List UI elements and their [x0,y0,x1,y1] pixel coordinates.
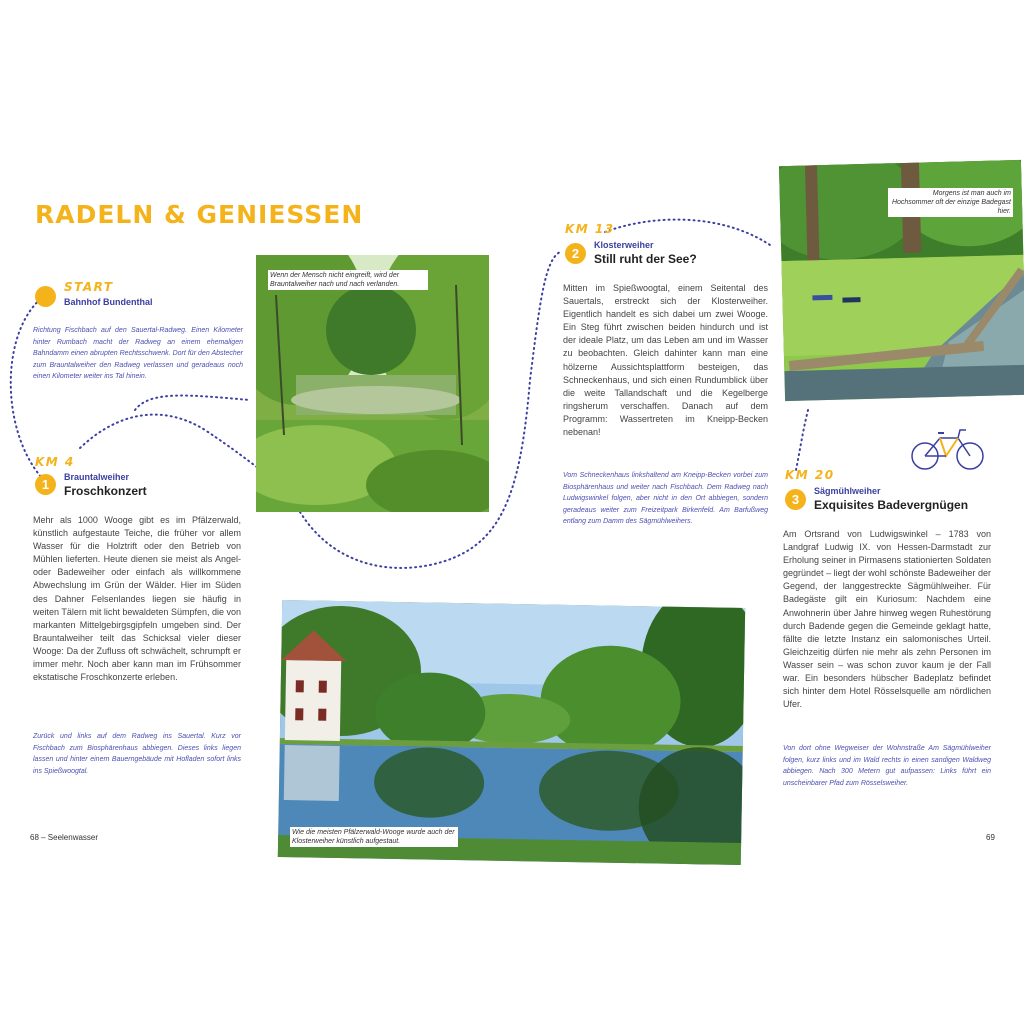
bicycle-icon [910,424,986,472]
photo1-caption: Wenn der Mensch nicht eingreift, wird der Brauntalweiher nach und nach verlanden. [268,270,428,290]
stop2-body: Mitten im Spießwoogtal, einem Seitental des Sauertals, erstreckt sich der Klosterweiher. Eigentlich handelt es sich dabei um zwei Wooge. Ein Steg führt zwischen beiden hindurch und ist der ideale Platz, um das Leben am und im Wasser zu beobachten. Gleich dahinter kann man eine hölzerne Aussichtsplattform besteigen, das Schneckenhaus, und sich einen Rundumblick über die weite Tallandschaft und die Kegelberge ringsherum verschaffen. Danach auf dem Programm: Wassertreten im Kneipp-Becken nebenan! [563,283,768,438]
stop1-body: Mehr als 1000 Wooge gibt es im Pfälzerwald, künstlich aufgestaute Teiche, die früher vor allem Wasser für die Holztrift oder den Betrieb von Mühlen lieferten. Heute dienen sie meist als Angel- oder Badeweiher oder einfach als willkommene Abwechslung im Grün der Wälder. Hier im Süden des Dahner Felsenlandes liegen sie häufig in weiten Tälern mit licht bewaldeten Sümpfen, die von markanten Mittelgebirgsgipfeln umgeben sind. Der Brauntalweiher teilt das Schicksal vieler dieser Wooge: Da der Zufluss oft schwächelt, schrumpft er immer mehr. Noch aber kann man im Frühsommer ekstatische Froschkonzerte erleben. [33,515,241,683]
stop2-heading: Still ruht der See? [594,252,697,266]
stop1-heading: Froschkonzert [64,484,147,498]
stop2-location: Klosterweiher [594,240,654,250]
stop2-number-badge: 2 [565,243,586,264]
page-title: RADELN & GENIESSEN [35,200,364,229]
photo-brauntalweiher [256,255,489,512]
start-km-label: START [64,280,114,294]
photo-klosterweiher [278,600,745,865]
stop3-heading: Exquisites Badevergnügen [814,498,969,512]
footer-right-page: 69 [986,833,995,842]
stop1-route-text: Zurück und links auf dem Radweg ins Sauertal. Kurz vor Fischbach zum Biosphärenhaus abbiegen. Dieses links liegen lassen und hinter einem Bauerngebäude mit Hofladen sofort links ins Spießwoogtal. [33,733,241,775]
stop1-number-badge: 1 [35,474,56,495]
stop1-km-label: KM 4 [35,455,75,469]
photo2-caption: Morgens ist man auch im Hochsommer oft der einzige Badegast hier. [888,188,1013,217]
stop3-km-label: KM 20 [785,468,835,482]
stop3-body: Am Ortsrand von Ludwigswinkel – 1783 von Landgraf Ludwig IX. von Hessen-Darmstadt zur Erholung seiner in Pirmasens stationierten Soldaten gegründet – liegt der wohl schönste Badeweiher der Gegend, der langgestreckte Sägmühlweiher. Für Badegäste gilt ein Kuriosum: Nachdem eine Anwohnerin über Jahre hinweg wegen Ruhestörung durch Badende gegen die Gemeinde geklagt hatte, fällte die letzte Instanz ein salomonisches Urteil. Gleichzeitig dürfen nie mehr als zehn Personen im Wasser sein – was schon zuvor kaum je der Fall war. Ein besonders hübscher Badeplatz befindet sich hinter dem Hotel Rösselsquelle am nördlichen Ufer. [783,529,991,710]
start-route-text: Richtung Fischbach auf den Sauertal-Radweg. Einen Kilometer hinter Rumbach macht der Radweg an einem ehemaligen Bahndamm einen abrupten Rechtsschwenk. Dort für den Abstecher zum Brauntalweiher den Radweg verlassen und geradeaus noch einen Kilometer weiter ins Tal hinein. [33,327,243,380]
stop1-location: Brauntalweiher [64,472,130,482]
start-marker [35,286,56,307]
stop2-route-text: Vom Schneckenhaus linkshaltend am Kneipp-Becken vorbei zum Biosphärenhaus und weiter nach Fischbach. Dem Radweg nach Ludwigswinkel folgen, aber nicht in den Ort abbiegen, sondern geradeaus weiter zum Freizeitpark Birkenfeld. Am Barfußweg entlang zum Damm des Sägmühlweihers. [563,472,768,525]
footer-left-page: 68 – Seelenwasser [30,833,99,842]
stop3-location: Sägmühlweiher [814,486,881,496]
start-location: Bahnhof Bundenthal [64,297,153,307]
photo3-caption: Wie die meisten Pfälzerwald-Wooge wurde auch der Klosterweiher künstlich aufgestaut. [290,827,458,847]
stop3-route-text: Von dort ohne Wegweiser der Wohnstraße Am Sägmühlweiher folgen, kurz links und im Wald rechts in einen sandigen Waldweg abbiegen. Nach 300 Metern gut aufpassen: Links führt ein unscheinbarer Pfad zum Rösselsweiher. [783,745,991,787]
stop2-km-label: KM 13 [565,222,615,236]
stop3-number-badge: 3 [785,489,806,510]
